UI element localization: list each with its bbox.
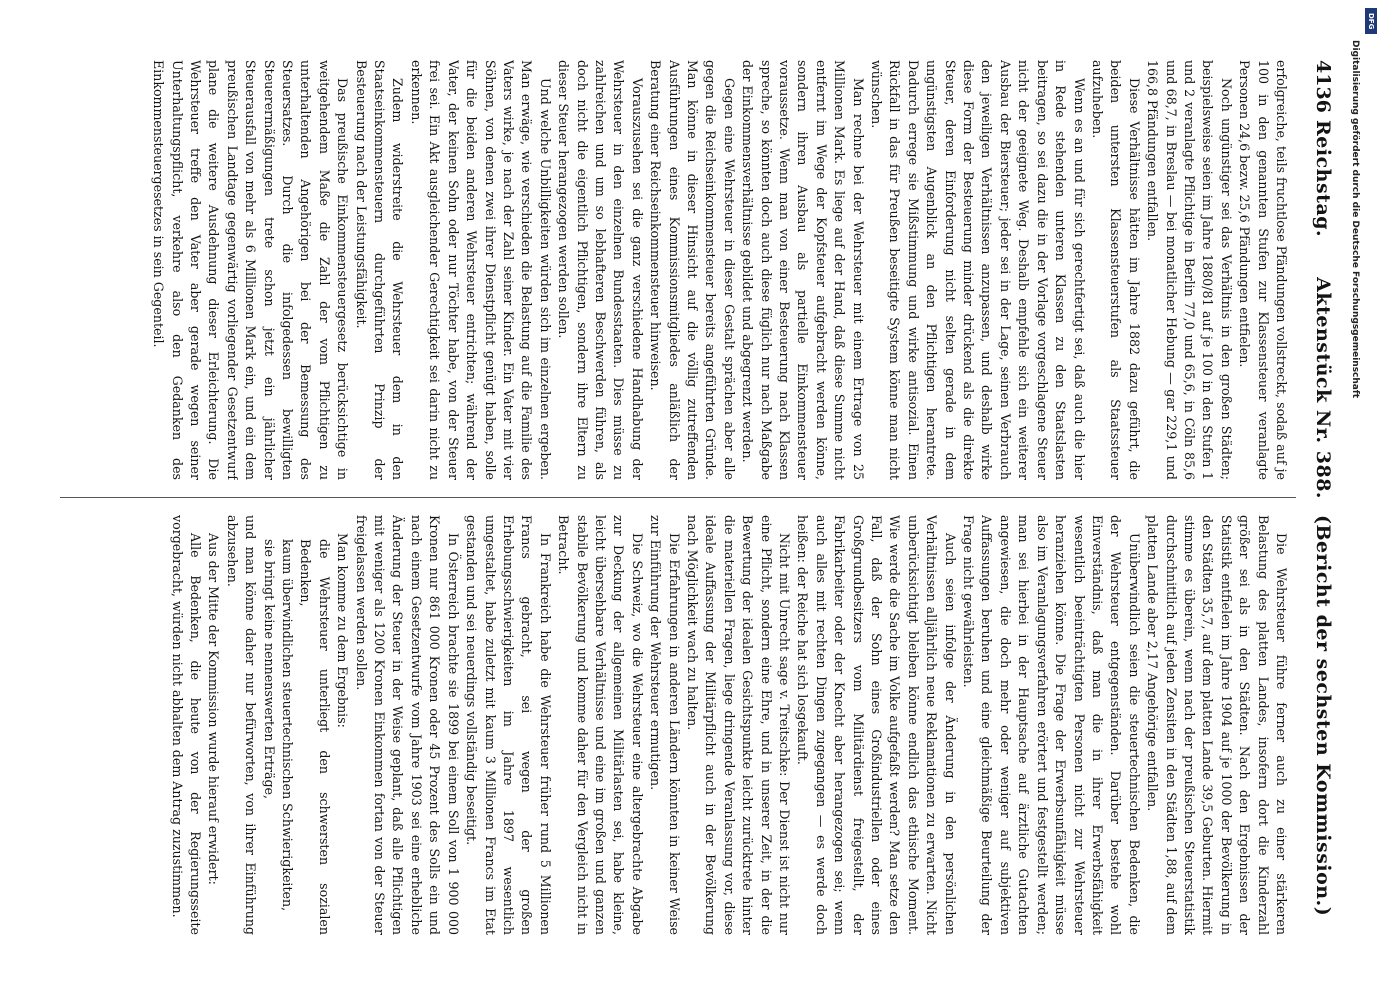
header-reichstag: Reichstag. [1312, 120, 1334, 238]
paragraph: Man rechne bei der Wehrsteuer mit einem Ertrage von 25 Millionen Mark. Es liege auf der Hand, daß diese Summe nicht entfernt im Wege der Kopfsteuer aufgebracht werden könne, sondern ihren Ausbau als partielle Einkommensteuer voraussetze. Wenn man von einer Besteuerung nach Klassen spreche, so könnten doch auch diese füglich nur nach Maßgabe der Einkommensverhältnisse gebildet und abgegrenzt werden. [740, 60, 866, 480]
header-title [1312, 120, 1334, 499]
paragraph: Unüberwindlich seien die steuertechnischen Bedenken, die der Wehrsteuer entgegenständen. Darüber bestehe wohl Einverständnis, daß man die in ihrer Erwerbsfähigkeit wesentlich beeinträchtigten Personen nicht zur Wehrsteuer heranziehen könne. Die Frage der Erwerbsunfähigkeit müsse also im Veranlagungsverfahren erörtert und festgestellt werden; man sei hierbei in der Hauptsache auf ärztliche Gutachten angewiesen, die doch mehr oder weniger auf subjektiven Auffassungen beruhen und eine gleichmäßige Beurteilung der Frage nicht gewährleisten. [961, 515, 1142, 935]
paragraph: Noch ungünstiger sei das Verhältnis in den großen Städten; beispielsweise seien im Jahre 1880/81 auf je 100 in den Stufen 1 und 2 veranlagte Pflichtige in Berlin 77,0 und 65,6, in Cöln 85,6 und 68,7, in Breslau — bei monatlicher Hebung — gar 229,1 und 166,8 Pfändungen entfallen. [1145, 60, 1234, 480]
paragraph: Auch seien infolge der Änderung in den persönlichen Verhältnissen alljährlich neue Reklamationen zu erwarten. Nicht unberücksichtigt bleiben könne endlich das ethische Moment. Wie werde die Sache im Volke aufgefaßt werden? Man setze den Fall, daß der Sohn eines Großindustriellen oder eines Großgrundbesitzers vom Militärdienst freigestellt, der Fabrikarbeiter oder der Knecht aber herangezogen sei; wenn auch alles mit rechten Dingen zugegangen — es werde doch heißen: der Reiche hat sich losgekauft. [795, 515, 958, 935]
paragraph: Alle Bedenken, die heute von der Regierungsseite vorgebracht, würden nicht abhalten dem Antrag zuzustimmen. [169, 515, 204, 935]
paragraph: Die Schweiz, wo die Wehrsteuer eine altergebrachte Abgabe zur Deckung der allgemeinen Militärlasten sei, habe kleine, leicht übersehbare Verhältnisse und eine im großen und ganzen stabile Bevölkerung und komme daher für den Vergleich nicht in Betracht. [556, 515, 645, 935]
dfg-logo: DFG [1365, 8, 1377, 34]
paragraph: Gegen eine Wehrsteuer in dieser Gestalt sprächen aber alle gegen die Reichseinkommensteuer bereits angeführten Gründe. Man könne in dieser Hinsicht auf die völlig zutreffenden Ausführungen eines Kommissionsmitgliedes anläßlich der Beratung einer Reichseinkommensteuer hinweisen. [648, 60, 737, 480]
paragraph: Zudem widerstreite die Wehrsteuer dem in den Staatseinkommensteuern durchgeführten Prinzip der Besteuerung nach der Leistungsfähigkeit. [353, 60, 406, 480]
paragraph: In Österreich brachte sie 1899 bei einem Soll von 1 900 000 Kronen nur 861 000 Kronen oder 45 Prozent des Solls ein und nach einem Gesetzentwurfe vom Jahre 1903 sei eine erhebliche Änderung der Steuer in der Weise geplant, daß alle Pflichtigen mit weniger als 1200 Kronen Einkommen fortan von der Steuer freigelassen werden sollen. [353, 515, 461, 935]
page-header [1300, 60, 1340, 950]
paragraph: Die Wehrsteuer führe ferner auch zu einer stärkeren Belastung des platten Landes, insofern dort die Kinderzahl größer sei als in den Städten. Nach den Ergebnissen der Statistik entfielen im Jahre 1904 auf je 1000 der Bevölkerung in den Städten 35,7, auf dem platten Lande 39,5 Geburten. Hiermit stimme es überein, wenn nach der preußischen Steuerstatistik durchschnittlich auf jeden Zensiten in den Städten 1,88, auf dem platten Lande aber 2,17 Angehörige entfallen. [1145, 515, 1289, 935]
paragraph: Nicht mit Unrecht sage v. Treitschke: Der Dienst ist nicht nur eine Pflicht, sondern eine Ehre, und in unserer Zeit, in der die Bewertung der idealen Gesichtspunkte leicht zurücktrete hinter die materiellen Fragen, liege dringende Veranlassung vor, diese ideale Auffassung der Militärpflicht auch in der Bevölkerung nach Möglichkeit wach zu halten. [685, 515, 793, 935]
right-column [60, 515, 1290, 935]
column-divider [60, 497, 1296, 498]
list-item: sie bringt keine nennenswerten Erträge, [261, 539, 277, 799]
paragraph: Und welche Unbilligkeiten würden sich im einzelnen ergeben. Man erwäge, wie verschieden die Belastung auf die Familie des Vaters wirke, je nach der Zahl seiner Kinder. Ein Vater mit vier Söhnen, von denen zwei ihrer Dienstpflicht genügt haben, solle für die beiden anderen Wehrsteuer entrichten; während der Vater, der keinen Sohn oder nur Töchter habe, von der Steuer frei sei. Ein Akt ausgleichender Gerechtigkeit sei darin nicht zu erkennen. [408, 60, 553, 480]
list-item: kaum überwindlichen steuertechnischen Schwierigkeiten, [280, 539, 296, 912]
page-number: 4136 [1312, 60, 1334, 113]
left-column [60, 60, 1290, 480]
paragraph: Aus der Mitte der Kommission wurde hierauf erwidert: [206, 533, 222, 885]
paragraph: Das preußische Einkommensteuergesetz berücksichtige in weitgehendem Maße die Zahl der vom Pflichtigen zu unterhaltenden Angehörigen bei der Bemessung des Steuersatzes. Durch die infolgedessen bewilligten Steuerermäßigungen trete schon jetzt ein jährlicher Steuerausfall von mehr als 6 Millionen Mark ein, und ein dem preußischen Landtage gegenwärtig vorliegender Gesetzentwurf plane die weitere Ausdehnung dieser Erleichterung. Die Wehrsteuer treffe den Vater aber gerade wegen seiner Unterhaltungspflicht, verkehre also den Gedanken des Einkommensteuergesetzes in sein Gegenteil. [151, 60, 351, 480]
header-document-number: Aktenstück Nr. 388. [1312, 277, 1334, 500]
paragraph: In Frankreich habe die Wehrsteuer früher rund 5 Millionen Francs gebracht, sei wegen der großen Erhebungsschwierigkeiten im Jahre 1897 wesentlich umgestaltet, habe zuletzt mit kaum 3 Millionen Francs im Etat gestanden und sei neuerdings vollständig beseitigt. [464, 515, 553, 935]
paragraph: Wenn es an und für sich gerechtfertigt sei, daß auch die hier in Rede stehenden unteren Klassen zu den Staatslasten beitragen, so sei dazu die in der Vorlage vorgeschlagene Steuer nicht der geeignete Weg. Deshalb empfehle sich ein weiterer Ausbau der Biersteuer; jeder sei in der Lage, seinen Verbrauch den jeweiligen Verhältnissen anzupassen, und deshalb wirke diese Form der Besteuerung minder drückend als die direkte Steuer, deren Einforderung nicht selten gerade in dem ungünstigsten Augenblick an den Pflichtigen herantrete. Dadurch errege sie Mißstimmung und wirke antisozial. Einen Rückfall in das für Preußen beseitigte System könne man nicht wünschen. [869, 60, 1087, 480]
digitization-credit: Digitalisierung gefördert durch die Deutsche Forschungsgemeinschaft [1350, 40, 1360, 399]
paragraph: Man komme zu dem Ergebnis: [335, 533, 351, 728]
header-report-title: (Bericht der sechsten Kommission.) [1312, 515, 1334, 917]
list-item: die Wehrsteuer unterliegt den schwersten sozialen Bedenken, [298, 539, 332, 935]
paragraph: erfolgreiche, teils fruchtlose Pfändungen vollstreckt, sodaß auf je 100 in den genannten Stufen zur Klassensteuer veranlagte Personen 24,6 bezw. 25,6 Pfändungen entfielen. [1237, 60, 1289, 480]
paragraph: Die Erfahrungen in anderen Ländern könnten in keiner Weise zur Einführung der Wehrsteuer ermutigen. [648, 515, 682, 935]
paragraph: Diese Verhältnisse hätten im Jahre 1882 dazu geführt, die beiden untersten Klassensteuerstufen als Staatssteuer aufzuheben. [1089, 60, 1142, 480]
paragraph: Vorauszusehen sei die ganz verschiedene Handhabung der Wehrsteuer in den einzelnen Bundesstaaten. Dies müsse zu zahlreichen und um so lebhafteren Beschwerden führen, als doch nicht die eigentlich Pflichtigen, sondern ihre Eltern zu dieser Steuer herangezogen werden sollen. [556, 60, 645, 480]
paragraph: und man könne daher nur befürworten, von ihrer Einführung abzusehen. [224, 515, 259, 935]
document-page [50, 60, 1340, 950]
